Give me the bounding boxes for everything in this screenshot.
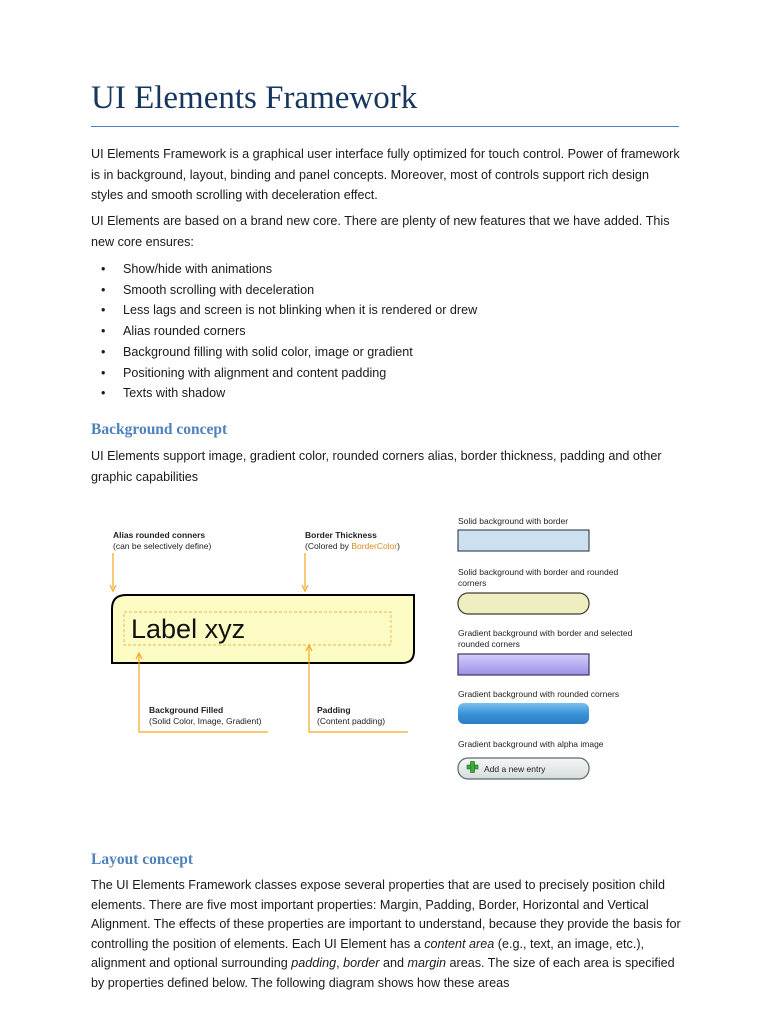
sample-gradient-selected <box>458 654 589 675</box>
list-item: • Texts with shadow <box>91 383 681 404</box>
list-item: • Show/hide with animations <box>91 259 681 280</box>
list-item: • Smooth scrolling with deceleration <box>91 280 681 301</box>
bullet-icon: • <box>101 344 106 359</box>
bullet-icon: • <box>101 303 106 318</box>
layout-heading: Layout concept <box>91 851 194 868</box>
padding-subtitle: (Content padding) <box>317 716 386 726</box>
padding-title: Padding <box>317 705 351 715</box>
sample-gradient-rounded <box>458 703 589 724</box>
list-item: • Less lags and screen is not blinking when it is rendered or drew <box>91 300 681 321</box>
background-paragraph: UI Elements support image, gradient color, rounded corners alias, border thickness, padding and other graphic capabilities <box>91 449 662 484</box>
alias-title: Alias rounded conners <box>113 530 206 540</box>
list-item: • Background filling with solid color, image or gradient <box>91 342 681 363</box>
bg-subtitle: (Solid Color, Image, Gradient) <box>149 716 262 726</box>
sample-gradient-alpha-label: Gradient background with alpha image <box>458 739 604 749</box>
background-heading: Background concept <box>91 421 228 438</box>
layout-paragraph: The UI Elements Framework classes expose several properties that are used to precisely position child elements. There are five most important properties: Margin, Padding, Border, Horizontal and Vertical Alignment. The effects of these properties are important to understand, because they provide the basis for controlling the position of elements. Each UI Element has a content area (e.g., text, an image, etc.), alignment and optional surrounding padding, border and margin areas. The size of each area is specified by properties defined below. The following diagram shows how these areas <box>91 878 681 990</box>
border-title: Border Thickness <box>305 530 377 540</box>
sample-solid-rounded <box>458 593 589 614</box>
bullet-icon: • <box>101 386 106 401</box>
bullet-icon: • <box>101 324 106 339</box>
add-entry-label: Add a new entry <box>484 764 546 774</box>
sample-solid-rounded-label-1: Solid background with border and rounded <box>458 567 619 577</box>
bullet-icon: • <box>101 262 106 276</box>
label-xyz-text: Label xyz <box>131 614 246 644</box>
em-content-area: content area <box>424 936 495 951</box>
sample-solid-border-label: Solid background with border <box>458 516 569 526</box>
em-margin: margin <box>407 956 446 970</box>
page-title: UI Elements Framework <box>91 80 418 116</box>
bg-title: Background Filled <box>149 705 224 715</box>
sample-solid-rounded-label-2: corners <box>458 578 487 588</box>
sample-gradient-selected-label-1: Gradient background with border and selected <box>458 628 633 638</box>
sample-gradient-selected-label-2: rounded corners <box>458 639 520 649</box>
add-entry-button[interactable] <box>458 758 589 779</box>
bullet-icon: • <box>101 282 106 297</box>
list-item: • Alias rounded corners <box>91 321 681 342</box>
alias-subtitle: (can be selectively define) <box>113 541 212 551</box>
list-item: • Positioning with alignment and content padding <box>91 363 681 384</box>
border-subtitle: (Colored by BorderColor) <box>305 541 400 551</box>
sample-solid-border <box>458 530 589 551</box>
em-padding: padding <box>291 956 337 970</box>
intro-paragraph: UI Elements Framework is a graphical user interface fully optimized for touch control. Power of framework is in background, layout, binding and panel concepts. Moreover, most of controls support rich design styles and smooth scrolling with deceleration effect. <box>91 147 680 202</box>
label-diagram <box>110 530 414 732</box>
background-samples <box>458 516 633 779</box>
core-paragraph: UI Elements are based on a brand new core. There are plenty of new features that we have added. This new core ensures: <box>91 214 670 249</box>
bullet-icon: • <box>101 365 106 380</box>
sample-gradient-rounded-label: Gradient background with rounded corners <box>458 689 620 699</box>
em-border: border <box>343 956 380 970</box>
